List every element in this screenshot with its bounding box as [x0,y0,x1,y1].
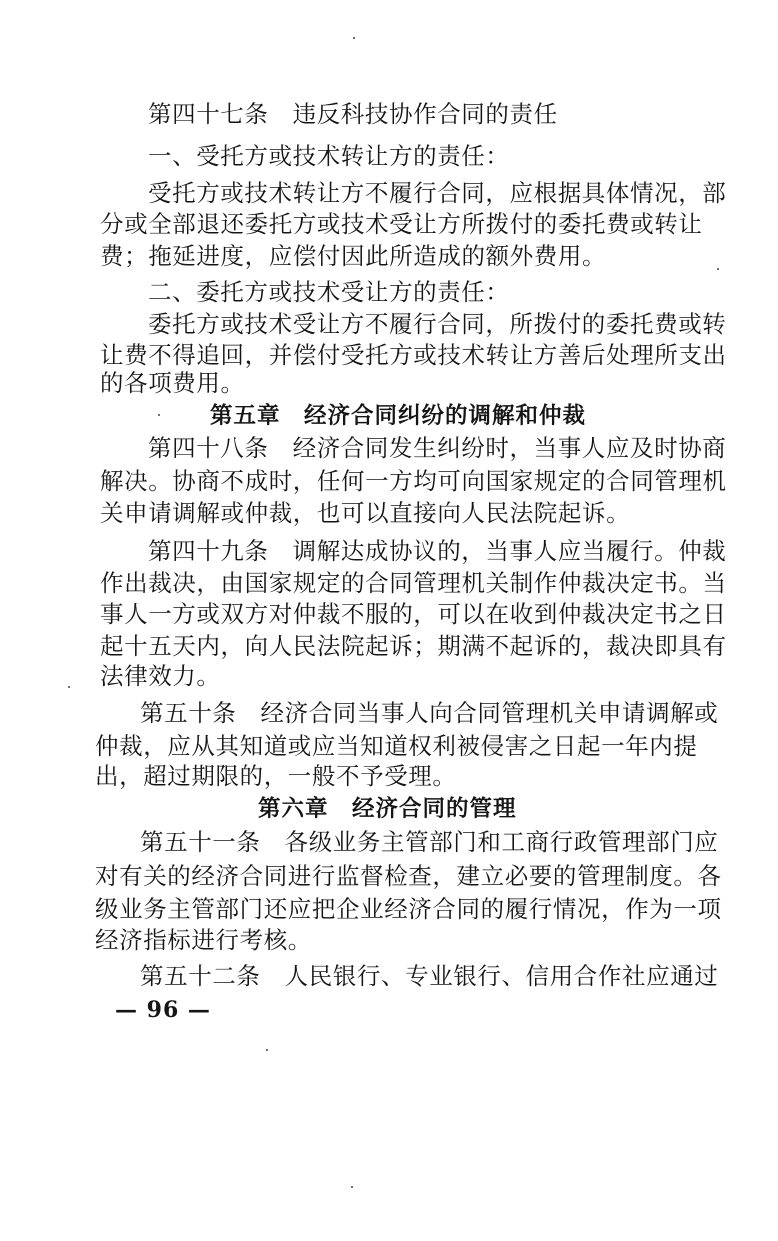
page-number: — 96 — [115,997,211,1023]
scan-speck [353,37,355,39]
scan-speck [717,268,719,270]
article-49-line: 第四十九条 调解达成协议的，当事人应当履行。仲裁 [148,537,727,565]
text-line: 让费不得追回，并偿付受托方或技术转让方善后处理所支出 [100,341,727,369]
text-line: 仲裁，应从其知道或应当知道权利被侵害之日起一年内提 [95,732,698,760]
text-line: 法律效力。 [100,662,221,690]
text-line: 经济指标进行考核。 [95,926,312,954]
text-line: 委托方或技术受让方不履行合同，所拨付的委托费或转 [148,310,727,338]
text-line: 费；拖延进度，应偿付因此所造成的额外费用。 [100,242,607,270]
scan-speck [158,414,160,416]
article-50-line: 第五十条 经济合同当事人向合同管理机关申请调解或 [140,699,719,727]
article-47-title: 第四十七条 违反科技协作合同的责任 [148,100,558,128]
text-line: 受托方或技术转让方不履行合同，应根据具体情况，部 [148,179,727,207]
article-48-line: 第四十八条 经济合同发生纠纷时，当事人应及时协商 [148,434,727,462]
clause-heading-1: 一、受托方或技术转让方的责任： [148,142,510,170]
text-line: 作出裁决，由国家规定的合同管理机关制作仲裁决定书。当 [100,569,727,597]
text-line: 的各项费用。 [100,369,245,397]
text-line: 级业务主管部门还应把企业经济合同的履行情况，作为一项 [95,895,722,923]
scan-speck [266,1049,268,1051]
clause-heading-2: 二、委托方或技术受让方的责任： [148,278,510,306]
text-line: 解决。协商不成时，任何一方均可向国家规定的合同管理机 [100,467,727,495]
text-line: 对有关的经济合同进行监督检查，建立必要的管理制度。各 [95,862,722,890]
chapter-6-heading: 第六章 经济合同的管理 [258,796,517,822]
text-line: 起十五天内，向人民法院起诉；期满不起诉的，裁决即具有 [100,632,727,660]
chapter-5-heading: 第五章 经济合同纠纷的调解和仲裁 [210,403,587,429]
article-52-line: 第五十二条 人民银行、专业银行、信用合作社应通过 [140,962,719,990]
article-51-line: 第五十一条 各级业务主管部门和工商行政管理部门应 [140,828,719,856]
scan-speck [68,686,70,688]
text-line: 事人一方或双方对仲裁不服的，可以在收到仲裁决定书之日 [100,600,727,628]
scan-speck [351,1186,353,1188]
text-line: 分或全部退还委托方或技术受让方所拨付的委托费或转让 [100,210,703,238]
text-line: 出，超过期限的，一般不予受理。 [95,762,457,790]
text-line: 关申请调解或仲裁，也可以直接向人民法院起诉。 [100,499,631,527]
